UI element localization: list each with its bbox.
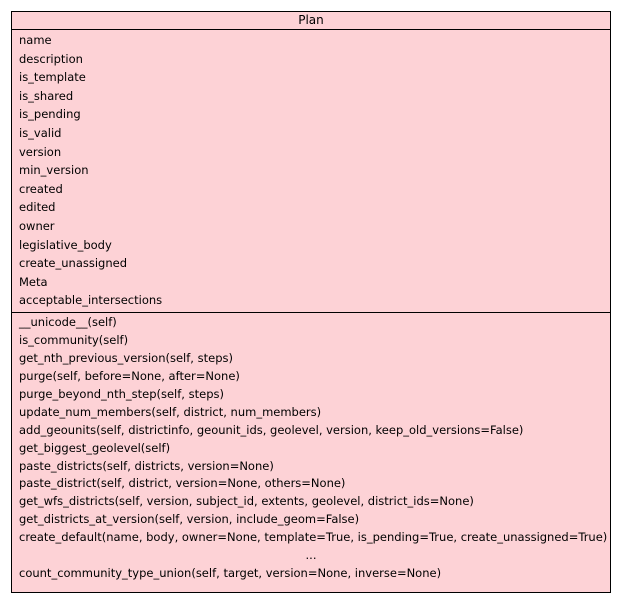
attribute-min-version: min_version (19, 163, 89, 178)
method-purge: purge(self, before=None, after=None) (19, 368, 240, 383)
attribute-edited: edited (19, 200, 56, 215)
method-purge-beyond-nth-step: purge_beyond_nth_step(self, steps) (19, 386, 224, 401)
method-is-community: is_community(self) (19, 332, 129, 347)
attribute-create-unassigned: create_unassigned (19, 256, 128, 271)
attribute-is-shared: is_shared (19, 88, 74, 103)
methods-ellipsis: ... (305, 548, 317, 563)
method-unicode: __unicode__(self) (19, 315, 117, 329)
attribute-legislative-body: legislative_body (19, 237, 112, 252)
attribute-is-pending: is_pending (19, 107, 81, 122)
attributes-compartment (12, 30, 610, 313)
method-get-nth-previous-version: get_nth_previous_version(self, steps) (19, 350, 233, 365)
attribute-is-valid: is_valid (19, 125, 62, 140)
attribute-meta: Meta (19, 274, 48, 289)
attribute-version: version (19, 144, 62, 159)
attribute-is-template: is_template (19, 70, 86, 85)
attribute-owner: owner (19, 218, 55, 233)
method-count-community-type-union: count_community_type_union(self, target, version=None, inverse=None) (19, 566, 442, 581)
uml-class-plan (11, 11, 611, 593)
method-paste-district: paste_district(self, district, version=None, others=None) (19, 476, 346, 491)
method-paste-districts: paste_districts(self, districts, version=None) (19, 458, 274, 473)
method-get-biggest-geolevel: get_biggest_geolevel(self) (19, 440, 171, 455)
method-create-default: create_default(name, body, owner=None, template=True, is_pending=True, create_unassigned=True) (19, 530, 608, 545)
method-get-districts-at-version: get_districts_at_version(self, version, include_geom=False) (19, 512, 360, 527)
methods-compartment (12, 313, 610, 592)
attribute-created: created (19, 181, 63, 196)
method-add-geounits: add_geounits(self, districtinfo, geounit_ids, geolevel, version, keep_old_versions=False) (19, 422, 524, 437)
class-name: Plan (12, 12, 610, 30)
attribute-description: description (19, 51, 83, 66)
attribute-acceptable-intersections: acceptable_intersections (19, 293, 163, 308)
method-get-wfs-districts: get_wfs_districts(self, version, subject_id, extents, geolevel, district_ids=None) (19, 494, 474, 509)
attribute-name: name (19, 33, 52, 47)
method-update-num-members: update_num_members(self, district, num_members) (19, 404, 322, 419)
